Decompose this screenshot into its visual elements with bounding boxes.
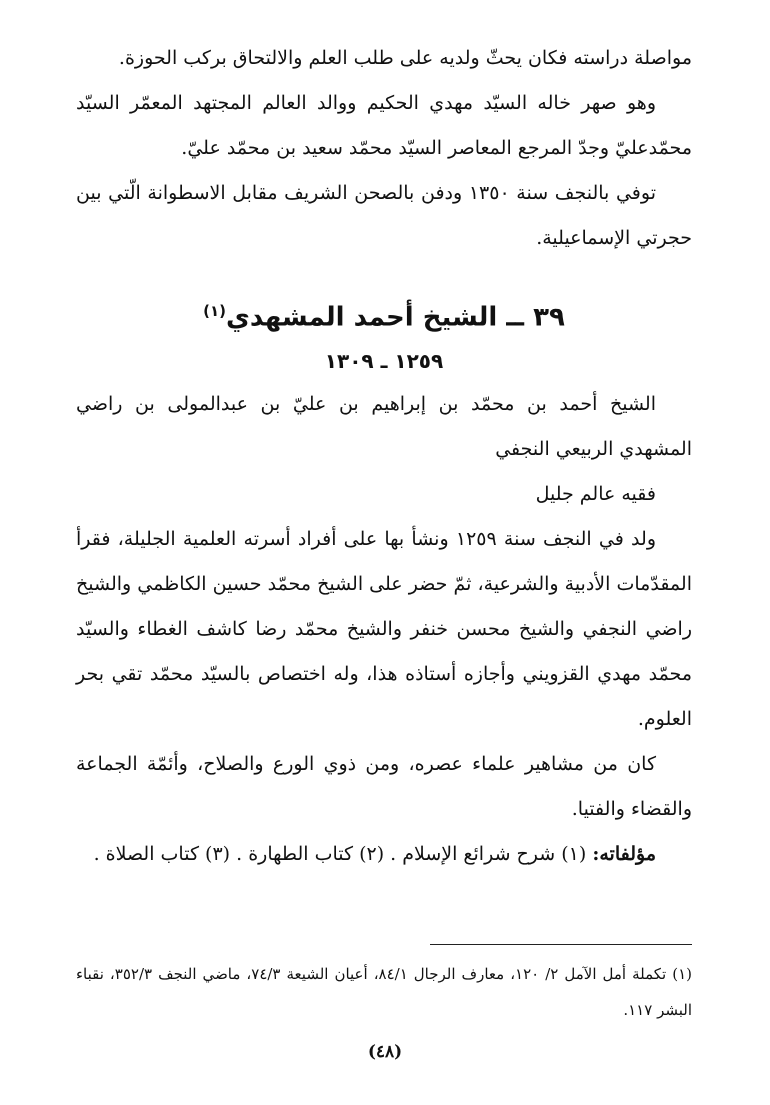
works-label: مؤلفاته: <box>592 842 656 865</box>
paragraph-lineage: الشيخ أحمد بن محمّد بن إبراهيم بن عليّ بن عبدالمولى بن راضي المشهدي الربيعي النجفي <box>76 392 692 460</box>
entry-heading <box>76 291 692 338</box>
main-text <box>76 36 692 877</box>
footnote: (١) تكملة أمل الآمل ٢/ ١٢٠، معارف الرجال ٨٤/١، أعيان الشيعة ٧٤/٣، ماضي النجف ٣٥٢/٣، نقباء البشر ١١٧. <box>76 965 692 1019</box>
paragraph-reputation: كان من مشاهير علماء عصره، ومن ذوي الورع والصلاح، وأئمّة الجماعة والقضاء والفتيا. <box>76 752 692 820</box>
entry-heading-text: ٣٩ ــ الشيخ أحمد المشهدي <box>225 302 565 333</box>
paragraph-works <box>76 832 692 877</box>
paragraph-biography: ولد في النجف سنة ١٢٥٩ ونشأ بها على أفراد أسرته العلمية الجليلة، فقرأ المقدّمات الأدبية والشرعية، ثمّ حضر على الشيخ محمّد حسين الكاظمي والشيخ راضي النجفي والشيخ محسن خنفر والشيخ محمّد رضا كاشف الغطاء والسيّد محمّد مهدي القزويني وأجازه أستاذه هذا، وله اختصاص بالسيّد محمّد تقي بحر العلوم. <box>76 527 692 730</box>
works-list: (١) شرح شرائع الإسلام . (٢) كتاب الطهارة . (٣) كتاب الصلاة . <box>93 842 593 865</box>
footnote-separator <box>430 944 692 945</box>
footnote-reference: (١) <box>203 302 226 320</box>
paragraph-description: فقيه عالم جليل <box>535 482 656 505</box>
paragraph-death: توفي بالنجف سنة ١٣٥٠ ودفن بالصحن الشريف مقابل الاسطوانة الّتي بين حجرتي الإسماعيلية. <box>76 182 692 249</box>
paragraph-continuation: مواصلة دراسته فكان يحثّ ولديه على طلب العلم والالتحاق بركب الحوزة. <box>118 47 692 69</box>
page-number: (٤٨) <box>367 1042 403 1062</box>
paragraph-relations: وهو صهر خاله السيّد مهدي الحكيم ووالد العالم المجتهد المعمّر السيّد محمّدعليّ وجدّ المرجع المعاصر السيّد محمّد سعيد بن محمّد عليّ. <box>76 92 692 159</box>
entry-dates: ١٢٥٩ ـ ١٣٠٩ <box>324 348 444 373</box>
